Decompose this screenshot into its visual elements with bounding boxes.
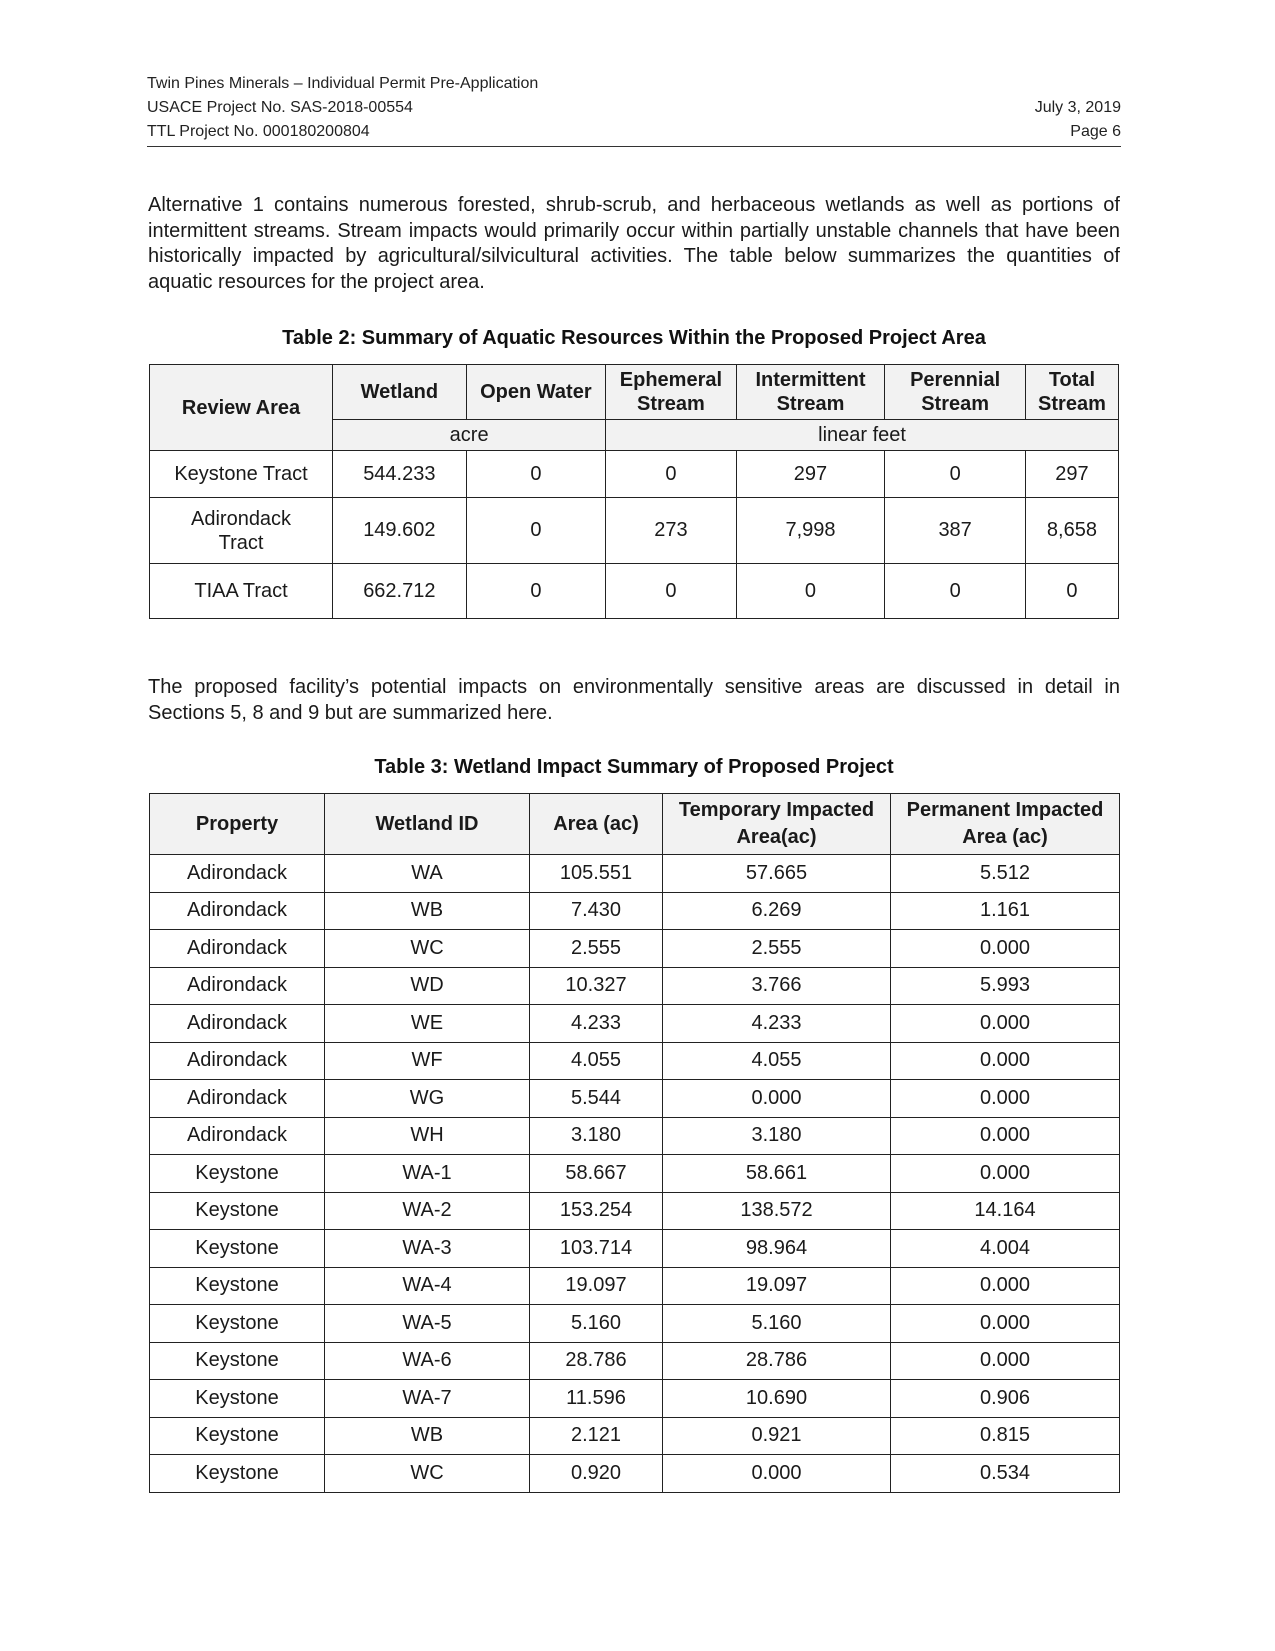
table-row [150,1380,1120,1418]
table3-cell: 0.000 [891,1080,1120,1118]
table2-cell: 8,658 [1025,498,1118,564]
table-row [150,1155,1120,1193]
table3-cell: 7.430 [530,892,663,930]
table2-cell: 0 [736,564,885,619]
table-row [150,1455,1120,1493]
table3-cell: WG [325,1080,530,1118]
table3-cell: 0.906 [891,1380,1120,1418]
table3-cell: Keystone [150,1192,325,1230]
table3-cell: 3.766 [663,967,891,1005]
table2-cell: 544.233 [333,451,467,498]
table3-cell: 19.097 [663,1267,891,1305]
table3-header-temporary-impacted-area: Temporary Impacted Area(ac) [663,794,891,855]
table3-cell: Adirondack [150,1005,325,1043]
table3-cell: 58.661 [663,1155,891,1193]
table3-cell: Keystone [150,1380,325,1418]
table3-cell: 0.534 [891,1455,1120,1493]
table3-cell: 5.160 [530,1305,663,1343]
table-row [150,930,1120,968]
table3-cell: 153.254 [530,1192,663,1230]
table3-cell: WA [325,855,530,893]
table-row [150,967,1120,1005]
table3-cell: 19.097 [530,1267,663,1305]
table3-cell: 0.921 [663,1417,891,1455]
table3-cell: 0.000 [663,1080,891,1118]
table3-cell: WA-4 [325,1267,530,1305]
table2-cell: 0 [885,451,1026,498]
table2-cell: 0 [466,498,606,564]
table2-cell: 387 [885,498,1026,564]
table3-cell: Keystone [150,1417,325,1455]
table2-cell: 0 [885,564,1026,619]
table3-cell: 98.964 [663,1230,891,1268]
table3-cell: Keystone [150,1455,325,1493]
table-row [150,1117,1120,1155]
table-row [150,451,1119,498]
table3-cell: 14.164 [891,1192,1120,1230]
table3-cell: Adirondack [150,967,325,1005]
table3-cell: 0.000 [891,1005,1120,1043]
header-date: July 3, 2019 [1034,99,1121,116]
table-row [150,1005,1120,1043]
table2-cell: 0 [1025,564,1118,619]
table-row [150,1192,1120,1230]
table2-cell: 662.712 [333,564,467,619]
table2-header-perennial-stream: Perennial Stream [885,365,1026,420]
table3-cell: 5.160 [663,1305,891,1343]
table-row [150,498,1119,564]
table3-cell: 28.786 [663,1342,891,1380]
table2-header-review-area: Review Area [150,365,333,451]
table3-cell: 4.004 [891,1230,1120,1268]
table3-cell: 6.269 [663,892,891,930]
table3-cell: 4.233 [530,1005,663,1043]
table3-cell: Keystone [150,1305,325,1343]
table3-header-permanent-impacted-area: Permanent Impacted Area (ac) [891,794,1120,855]
table2-cell: 0 [466,451,606,498]
table2-header-total-stream: Total Stream [1025,365,1118,420]
table2-cell: 149.602 [333,498,467,564]
table-row [150,1417,1120,1455]
table3-cell: 4.055 [530,1042,663,1080]
table3-cell: WA-1 [325,1155,530,1193]
table3-cell: Keystone [150,1155,325,1193]
table3-cell: 0.000 [891,1342,1120,1380]
page-header [147,72,1121,147]
table3-cell: WB [325,1417,530,1455]
header-title: Twin Pines Minerals – Individual Permit Pre-Application [147,75,539,92]
table-row [150,1230,1120,1268]
table3-cell: WC [325,930,530,968]
table3-cell: Adirondack [150,930,325,968]
table3-cell: 0.000 [891,1267,1120,1305]
table3-cell: 0.920 [530,1455,663,1493]
table3-cell: WH [325,1117,530,1155]
table-row [150,1342,1120,1380]
table3-cell: 4.233 [663,1005,891,1043]
table2-caption: Table 2: Summary of Aquatic Resources Within the Proposed Project Area [282,327,986,349]
table2-cell: 273 [606,498,736,564]
aquatic-resources-table [149,364,1119,619]
table3-cell: Keystone [150,1230,325,1268]
table-row [150,1305,1120,1343]
table3-cell: 58.667 [530,1155,663,1193]
table3-cell: 0.815 [891,1417,1120,1455]
table3-header-wetland-id: Wetland ID [325,794,530,855]
table2-cell-review-area: Adirondack Tract [150,498,333,564]
table3-cell: WA-3 [325,1230,530,1268]
table3-cell: Keystone [150,1267,325,1305]
table3-cell: 1.161 [891,892,1120,930]
table2-header-open-water: Open Water [466,365,606,420]
table2-header-ephemeral-stream: Ephemeral Stream [606,365,736,420]
paragraph-alternative-1: Alternative 1 contains numerous forested, shrub-scrub, and herbaceous wetlands as well as portions of intermittent streams. Stream impacts would primarily occur within partially unstable channels that have been historically impacted by agricultural/silvicultural activities. The table below summarizes the quantities of aquatic resources for the project area. [148,194,1120,293]
table3-cell: 0.000 [891,1305,1120,1343]
table-row [150,892,1120,930]
table2-cell: 7,998 [736,498,885,564]
table3-cell: 0.000 [663,1455,891,1493]
table-row [150,564,1119,619]
table2-unit-acre: acre [333,419,606,450]
table3-cell: Adirondack [150,1042,325,1080]
table3-cell: 3.180 [663,1117,891,1155]
table2-cell: 0 [606,451,736,498]
table3-cell: WA-5 [325,1305,530,1343]
table3-cell: 0.000 [891,1155,1120,1193]
table-row [150,855,1120,893]
table3-cell: 0.000 [891,1042,1120,1080]
table3-cell: 10.327 [530,967,663,1005]
table3-cell: 3.180 [530,1117,663,1155]
table2-header-intermittent-stream: Intermittent Stream [736,365,885,420]
table2-cell-review-area: Keystone Tract [150,451,333,498]
wetland-impact-table [149,793,1120,1493]
table3-cell: 138.572 [663,1192,891,1230]
table3-cell: Adirondack [150,1117,325,1155]
table2-cell: 0 [606,564,736,619]
table3-cell: WC [325,1455,530,1493]
table3-cell: WB [325,892,530,930]
table-row [150,1042,1120,1080]
table3-cell: WF [325,1042,530,1080]
table2-header-wetland: Wetland [333,365,467,420]
paragraph-impacts-summary: The proposed facility’s potential impacts on environmentally sensitive areas are discussed in detail in Sections 5, 8 and 9 but are summarized here. [148,676,1120,724]
table3-cell: 4.055 [663,1042,891,1080]
table2-unit-linear-feet: linear feet [606,419,1119,450]
table2-cell-review-area: TIAA Tract [150,564,333,619]
table2-cell: 0 [466,564,606,619]
table3-cell: 103.714 [530,1230,663,1268]
header-ttl-project: TTL Project No. 000180200804 [147,123,370,140]
table3-cell: 11.596 [530,1380,663,1418]
table3-cell: 2.555 [663,930,891,968]
table3-cell: 2.555 [530,930,663,968]
table3-cell: WA-2 [325,1192,530,1230]
table3-cell: WA-7 [325,1380,530,1418]
table3-cell: 0.000 [891,1117,1120,1155]
table3-cell: 10.690 [663,1380,891,1418]
table3-cell: 0.000 [891,930,1120,968]
table2-cell: 297 [1025,451,1118,498]
table3-cell: WE [325,1005,530,1043]
table3-header-area: Area (ac) [530,794,663,855]
table2-cell: 297 [736,451,885,498]
table3-cell: 28.786 [530,1342,663,1380]
table3-cell: WA-6 [325,1342,530,1380]
header-usace-project: USACE Project No. SAS-2018-00554 [147,99,413,116]
table-row [150,1080,1120,1118]
table3-cell: WD [325,967,530,1005]
table3-cell: Adirondack [150,1080,325,1118]
table3-cell: 57.665 [663,855,891,893]
table3-caption: Table 3: Wetland Impact Summary of Proposed Project [374,756,894,778]
table3-cell: 2.121 [530,1417,663,1455]
table3-cell: 5.512 [891,855,1120,893]
table3-cell: 5.544 [530,1080,663,1118]
table-row [150,1267,1120,1305]
table3-header-property: Property [150,794,325,855]
table3-cell: Adirondack [150,855,325,893]
table3-cell: 105.551 [530,855,663,893]
table3-cell: Adirondack [150,892,325,930]
header-page-number: Page 6 [1070,123,1121,140]
table3-cell: 5.993 [891,967,1120,1005]
table3-cell: Keystone [150,1342,325,1380]
